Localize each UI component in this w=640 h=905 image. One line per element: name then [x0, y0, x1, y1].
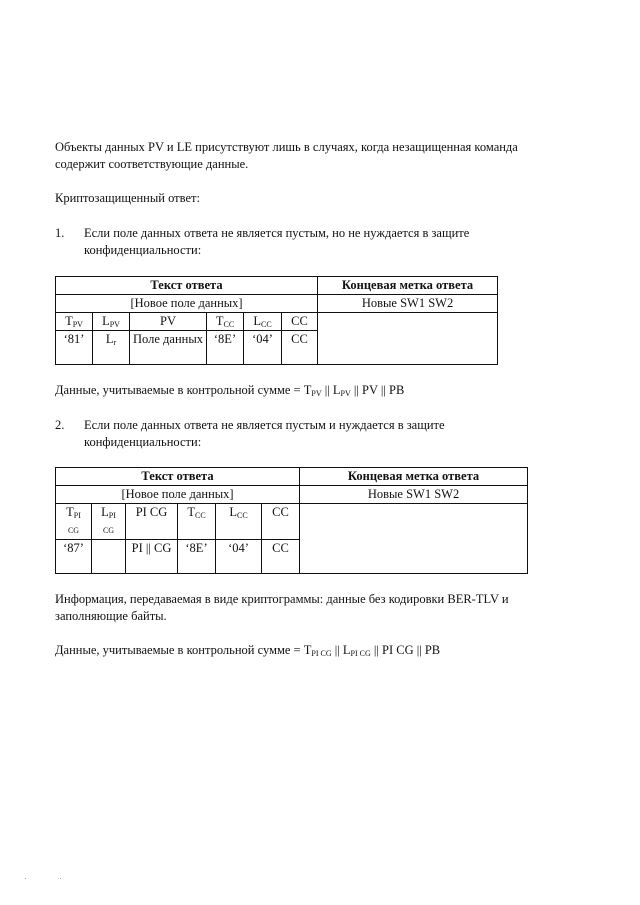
- table2-col-lcc: $L_{CC}$: [216, 504, 262, 540]
- scan-speck: [25, 878, 26, 879]
- table2-header-trailer: Концевая метка ответа: [300, 468, 528, 486]
- item2-number: 2.: [55, 418, 65, 432]
- table2-header-response-text: Текст ответа: [56, 468, 300, 486]
- table2-val-tcc: ‘8E’: [178, 540, 216, 574]
- table2-val-picg: PI || CG: [126, 540, 178, 574]
- item1-number: 1.: [55, 226, 65, 240]
- table2-new-sw: Новые SW1 SW2: [300, 486, 528, 504]
- table2-new-data-field: [Новое поле данных]: [56, 486, 300, 504]
- table1-val-cc: CC: [282, 331, 318, 365]
- table2-val-lpicg: [92, 540, 126, 574]
- table1-header-response-text: Текст ответа: [56, 277, 318, 295]
- table2-col-tpicg: $T_{PI}$ CG: [56, 504, 92, 540]
- response-table-1: [55, 276, 498, 365]
- table1-empty-cell: [318, 313, 498, 365]
- item2-text: Если поле данных ответа не является пустым и нуждается в защите конфиденциальности:: [84, 418, 445, 449]
- table1-new-data-field: [Новое поле данных]: [56, 295, 318, 313]
- checksum-line-1: Данные, учитываемые в контрольной сумме = $T_{PV}$ || $L_{PV}$ || PV || PB: [55, 383, 405, 398]
- scan-speck: [60, 878, 61, 879]
- table1-col-tcc: $T_{CC}$: [207, 313, 244, 331]
- table2-col-tcc: $T_{CC}$: [178, 504, 216, 540]
- item1-text: Если поле данных ответа не является пустым, но не нуждается в защите конфиденциальности:: [84, 226, 470, 257]
- checksum-line-2: Данные, учитываемые в контрольной сумме = $T_{PI CG}$ || $L_{PI CG}$ || PI CG || PB: [55, 643, 441, 658]
- crypto-response-heading: Криптозащищенный ответ:: [55, 191, 200, 205]
- intro-paragraph: Объекты данных PV и LE присутствуют лишь в случаях, когда незащищенная команда содержит соответствующие данные.: [55, 140, 518, 171]
- table1-val-tpv: ‘81’: [56, 331, 93, 365]
- cryptogram-info-paragraph: Информация, передаваемая в виде криптограммы: данные без кодировки BER-TLV и заполняющие байты.: [55, 592, 509, 623]
- table1-val-lpv: $L_r$: [93, 331, 130, 365]
- table2-val-tpicg: ‘87’: [56, 540, 92, 574]
- table2-empty-cell: [300, 504, 528, 574]
- table1-new-sw: Новые SW1 SW2: [318, 295, 498, 313]
- table1-col-pv: PV: [130, 313, 207, 331]
- table1-val-tcc: ‘8E’: [207, 331, 244, 365]
- table1-col-cc: CC: [282, 313, 318, 331]
- table1-val-pv: Поле данных: [130, 331, 207, 365]
- table1-col-lpv: $L_{PV}$: [93, 313, 130, 331]
- table1-col-tpv: $T_{PV}$: [56, 313, 93, 331]
- table2-col-picg: PI CG: [126, 504, 178, 540]
- response-table-2: [55, 467, 528, 574]
- table2-val-lcc: ‘04’: [216, 540, 262, 574]
- table2-col-cc: CC: [262, 504, 300, 540]
- table1-col-lcc: $L_{CC}$: [244, 313, 282, 331]
- table1-val-lcc: ‘04’: [244, 331, 282, 365]
- table2-col-lpicg: $L_{PI}$ CG: [92, 504, 126, 540]
- table1-header-trailer: Концевая метка ответа: [318, 277, 498, 295]
- table2-val-cc: CC: [262, 540, 300, 574]
